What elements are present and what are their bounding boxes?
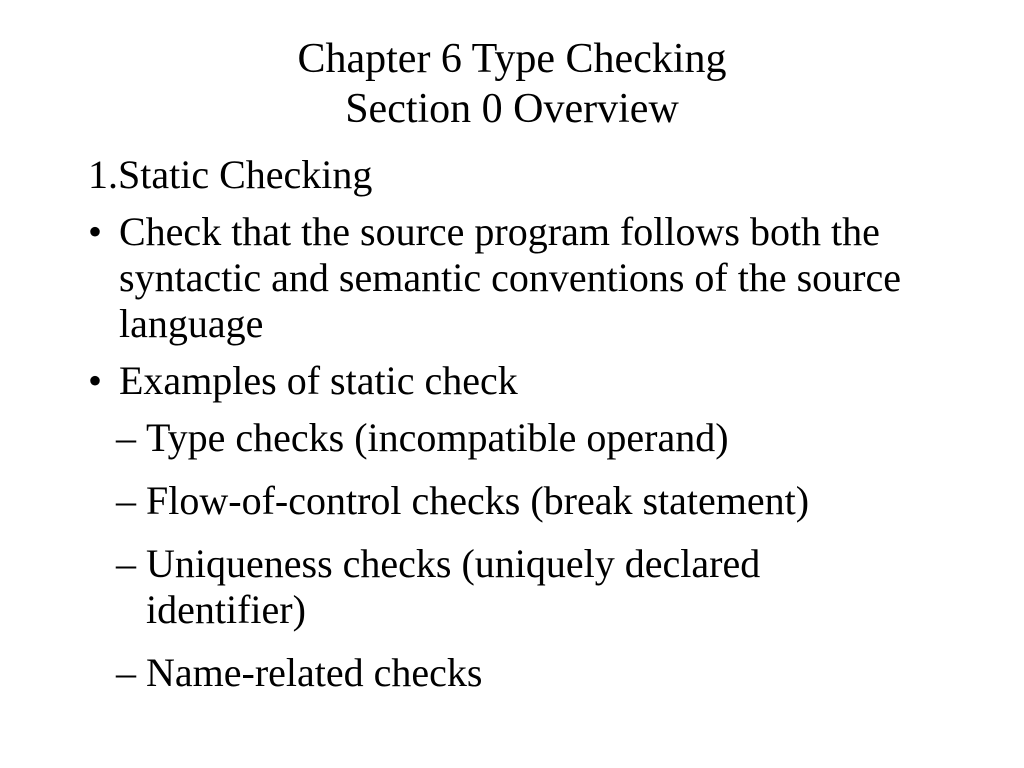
section-title: Section 0 Overview [345,86,679,132]
dash-icon: – [116,650,136,695]
static-check-example-list [116,415,948,696]
bullet-icon: • [88,358,103,403]
dash-icon: – [116,415,136,460]
dash-icon: – [116,541,136,586]
slide-content [88,152,948,713]
bullet-item-static-check-examples [88,358,948,404]
subitem-text: Flow-of-control checks (break statement) [146,478,810,523]
subitem-uniqueness-checks [116,541,948,633]
subitem-flow-control-checks [116,478,948,524]
slide-title [0,34,1024,134]
subitem-name-related-checks [116,650,948,696]
bullet-icon: • [88,209,103,254]
subitem-type-checks [116,415,948,461]
chapter-title: Chapter 6 Type Checking [297,36,727,82]
subitem-text: Type checks (incompatible operand) [146,415,729,460]
dash-icon: – [116,478,136,523]
subitem-text: Name-related checks [146,650,483,695]
bullet-text: Check that the source program follows both the syntactic and semantic conventions of the source language [119,209,901,346]
subitem-text: Uniqueness checks (uniquely declared identifier) [146,541,761,632]
static-checking-heading: 1.Static Checking [88,152,373,197]
bullet-text: Examples of static check [119,358,518,403]
bullet-item-static-check-definition [88,209,948,347]
